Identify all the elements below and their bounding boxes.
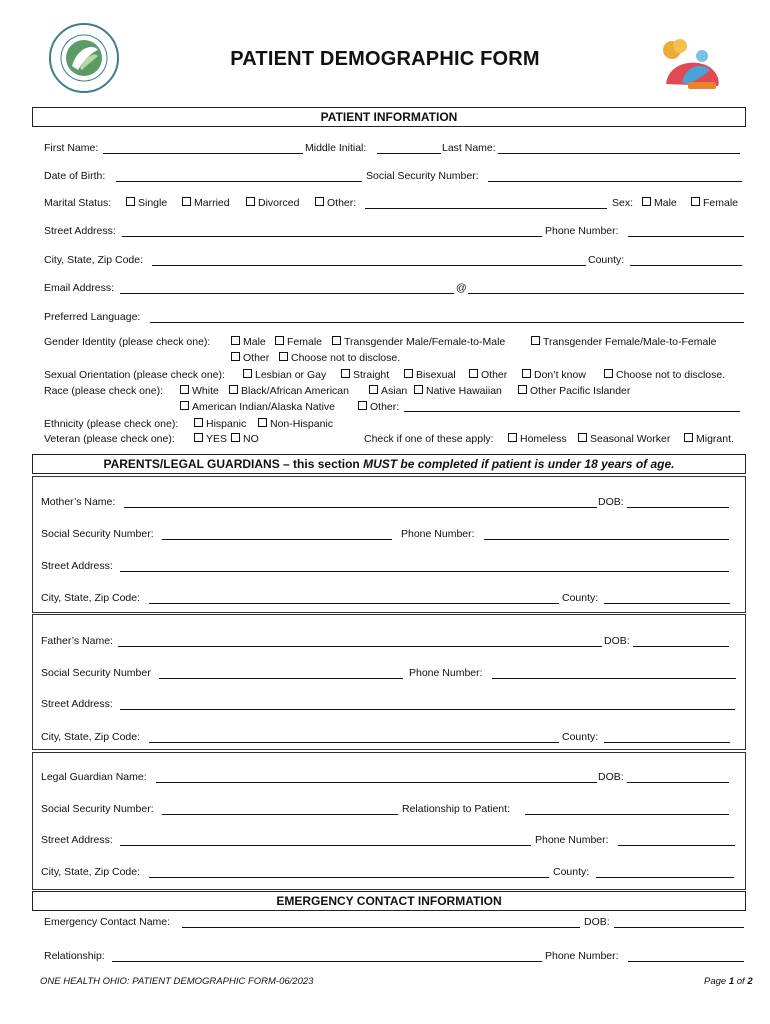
dob-field[interactable] (116, 170, 362, 182)
guardian-county-field[interactable] (596, 866, 734, 878)
checkbox[interactable] (414, 385, 423, 394)
checkbox[interactable] (126, 197, 135, 206)
checkbox[interactable] (275, 336, 284, 345)
guardian-city-label: City, State, Zip Code: (41, 866, 141, 878)
ethnicity-label: Ethnicity (please check one): (44, 418, 179, 430)
guardian-street-field[interactable] (120, 834, 531, 846)
checkbox[interactable] (684, 433, 693, 442)
guardian-dob-field[interactable] (627, 771, 729, 783)
checkbox[interactable] (258, 418, 267, 427)
checkbox[interactable] (691, 197, 700, 206)
father-dob-label: DOB: (604, 635, 630, 647)
race-pacific-islander-option[interactable]: Other Pacific Islander (518, 385, 630, 397)
father-city-field[interactable] (149, 731, 559, 743)
checkbox[interactable] (358, 401, 367, 410)
checkbox[interactable] (243, 369, 252, 378)
mother-name-label: Mother’s Name: (41, 496, 116, 508)
email-user-field[interactable] (120, 282, 454, 294)
father-street-label: Street Address: (41, 698, 113, 710)
gender-other-option[interactable]: Other (231, 352, 269, 364)
race-other-option[interactable]: Other: (358, 401, 399, 413)
gender-not-disclose-option[interactable]: Choose not to disclose. (279, 352, 400, 364)
father-name-field[interactable] (118, 635, 602, 647)
father-county-field[interactable] (604, 731, 730, 743)
sex-female-option[interactable]: Female (691, 197, 738, 209)
veteran-no-option[interactable]: NO (231, 433, 259, 445)
emergency-name-label: Emergency Contact Name: (44, 916, 171, 928)
ethnicity-non-hispanic-option[interactable]: Non-Hispanic (258, 418, 333, 430)
dob-label: Date of Birth: (44, 170, 106, 182)
father-phone-field[interactable] (492, 667, 736, 679)
emergency-dob-label: DOB: (584, 916, 610, 928)
last-name-field[interactable] (498, 142, 740, 154)
middle-initial-field[interactable] (377, 142, 441, 154)
ssn-field[interactable] (488, 170, 742, 182)
father-ssn-label: Social Security Number (41, 667, 151, 679)
checkbox[interactable] (279, 352, 288, 361)
seasonal-worker-option[interactable]: Seasonal Worker (578, 433, 670, 445)
guardian-relationship-label: Relationship to Patient: (402, 803, 510, 815)
checkbox[interactable] (231, 433, 240, 442)
guardian-phone-label: Phone Number: (535, 834, 609, 846)
father-street-field[interactable] (120, 698, 735, 710)
mother-city-label: City, State, Zip Code: (41, 592, 141, 604)
page-number: Page 1 of 2 (704, 976, 753, 987)
orientation-bisexual-option[interactable]: Bisexual (404, 369, 456, 381)
checkbox[interactable] (315, 197, 324, 206)
checkbox[interactable] (194, 433, 203, 442)
homeless-option[interactable]: Homeless (508, 433, 567, 445)
street-address-field[interactable] (122, 225, 542, 237)
email-at-sign: @ (456, 282, 467, 294)
first-name-label: First Name: (44, 142, 99, 154)
race-label: Race (please check one): (44, 385, 164, 397)
checkbox[interactable] (531, 336, 540, 345)
checkbox[interactable] (231, 336, 240, 345)
gender-trans-male-option[interactable]: Transgender Male/Female-to-Male (332, 336, 505, 348)
orientation-straight-option[interactable]: Straight (341, 369, 389, 381)
guardian-street-label: Street Address: (41, 834, 113, 846)
guardian-dob-label: DOB: (598, 771, 624, 783)
guardian-phone-field[interactable] (618, 834, 735, 846)
checkbox[interactable] (182, 197, 191, 206)
emergency-phone-field[interactable] (628, 950, 744, 962)
race-native-hawaiian-option[interactable]: Native Hawaiian (414, 385, 502, 397)
checkbox[interactable] (522, 369, 531, 378)
phone-number-label: Phone Number: (545, 225, 619, 237)
email-domain-field[interactable] (468, 282, 744, 294)
guardian-name-label: Legal Guardian Name: (41, 771, 147, 783)
mother-phone-field[interactable] (484, 528, 729, 540)
father-county-label: County: (562, 731, 599, 743)
last-name-label: Last Name: (442, 142, 496, 154)
footer-form-id: ONE HEALTH OHIO: PATIENT DEMOGRAPHIC FORM-06/2023 (40, 976, 314, 987)
checkbox[interactable] (246, 197, 255, 206)
orientation-other-option[interactable]: Other (469, 369, 507, 381)
gender-trans-female-option[interactable]: Transgender Female/Male-to-Female (531, 336, 717, 348)
checkbox[interactable] (180, 401, 189, 410)
marital-other-field[interactable] (365, 197, 607, 209)
checkbox[interactable] (578, 433, 587, 442)
checkbox[interactable] (604, 369, 613, 378)
orientation-lesbian-gay-option[interactable]: Lesbian or Gay (243, 369, 326, 381)
emergency-phone-label: Phone Number: (545, 950, 619, 962)
veteran-yes-option[interactable]: YES (194, 433, 227, 445)
city-state-zip-field[interactable] (152, 254, 586, 266)
checkbox[interactable] (341, 369, 350, 378)
race-black-option[interactable]: Black/African American (229, 385, 349, 397)
mother-ssn-field[interactable] (162, 528, 392, 540)
preferred-language-field[interactable] (150, 311, 744, 323)
patient-info-heading: PATIENT INFORMATION (32, 107, 746, 127)
emergency-name-field[interactable] (182, 916, 580, 928)
marital-divorced-option[interactable]: Divorced (246, 197, 299, 209)
guardians-heading: PARENTS/LEGAL GUARDIANS – this section MUST be completed if patient is under 18 years of age. (32, 454, 746, 474)
orientation-dont-know-option[interactable]: Don’t know (522, 369, 586, 381)
guardian-name-field[interactable] (156, 771, 597, 783)
phone-number-field[interactable] (628, 225, 744, 237)
mother-street-field[interactable] (120, 560, 729, 572)
street-address-label: Street Address: (44, 225, 116, 237)
checkbox[interactable] (518, 385, 527, 394)
race-white-option[interactable]: White (180, 385, 219, 397)
county-label: County: (588, 254, 625, 266)
county-field[interactable] (630, 254, 742, 266)
mother-ssn-label: Social Security Number: (41, 528, 154, 540)
veteran-label: Veteran (please check one): (44, 433, 175, 445)
father-dob-field[interactable] (633, 635, 729, 647)
migrant-option[interactable]: Migrant. (684, 433, 734, 445)
ssn-label: Social Security Number: (366, 170, 479, 182)
checkbox[interactable] (231, 352, 240, 361)
sex-label: Sex: (612, 197, 634, 209)
checkbox[interactable] (332, 336, 341, 345)
mother-street-label: Street Address: (41, 560, 113, 572)
checkbox[interactable] (508, 433, 517, 442)
guardian-county-label: County: (553, 866, 590, 878)
race-american-indian-option[interactable]: American Indian/Alaska Native (180, 401, 335, 413)
ethnicity-hispanic-option[interactable]: Hispanic (194, 418, 246, 430)
marital-other-option[interactable]: Other: (315, 197, 356, 209)
checkbox[interactable] (369, 385, 378, 394)
guardian-ssn-label: Social Security Number: (41, 803, 154, 815)
father-name-label: Father’s Name: (41, 635, 113, 647)
first-name-field[interactable] (103, 142, 303, 154)
marital-single-option[interactable]: Single (126, 197, 167, 209)
gender-female-option[interactable]: Female (275, 336, 322, 348)
gender-identity-label: Gender Identity (please check one): (44, 336, 211, 348)
race-asian-option[interactable]: Asian (369, 385, 407, 397)
middle-initial-label: Middle Initial: (305, 142, 367, 154)
checkbox[interactable] (194, 418, 203, 427)
mother-dob-field[interactable] (627, 496, 729, 508)
guardian-city-field[interactable] (149, 866, 549, 878)
emergency-relationship-field[interactable] (112, 950, 542, 962)
emergency-heading: EMERGENCY CONTACT INFORMATION (32, 891, 746, 911)
orientation-not-disclose-option[interactable]: Choose not to disclose. (604, 369, 725, 381)
mother-dob-label: DOB: (598, 496, 624, 508)
city-state-zip-label: City, State, Zip Code: (44, 254, 144, 266)
mother-city-field[interactable] (149, 592, 559, 604)
sexual-orientation-label: Sexual Orientation (please check one): (44, 369, 225, 381)
race-other-field[interactable] (404, 400, 740, 412)
mother-county-field[interactable] (604, 592, 730, 604)
checkbox[interactable] (229, 385, 238, 394)
guardian-ssn-field[interactable] (162, 803, 398, 815)
page-title: PATIENT DEMOGRAPHIC FORM (230, 48, 540, 70)
mother-phone-label: Phone Number: (401, 528, 475, 540)
mother-name-field[interactable] (124, 496, 597, 508)
emergency-relationship-label: Relationship: (44, 950, 105, 962)
checkbox[interactable] (642, 197, 651, 206)
checkbox[interactable] (469, 369, 478, 378)
mother-county-label: County: (562, 592, 599, 604)
checkbox[interactable] (404, 369, 413, 378)
sex-male-option[interactable]: Male (642, 197, 677, 209)
emergency-dob-field[interactable] (614, 916, 744, 928)
marital-status-label: Marital Status: (44, 197, 112, 209)
father-city-label: City, State, Zip Code: (41, 731, 141, 743)
father-ssn-field[interactable] (159, 667, 403, 679)
father-phone-label: Phone Number: (409, 667, 483, 679)
gender-male-option[interactable]: Male (231, 336, 266, 348)
email-label: Email Address: (44, 282, 115, 294)
check-apply-label: Check if one of these apply: (364, 433, 494, 445)
checkbox[interactable] (180, 385, 189, 394)
preferred-language-label: Preferred Language: (44, 311, 141, 323)
marital-married-option[interactable]: Married (182, 197, 230, 209)
guardian-relationship-field[interactable] (525, 803, 729, 815)
